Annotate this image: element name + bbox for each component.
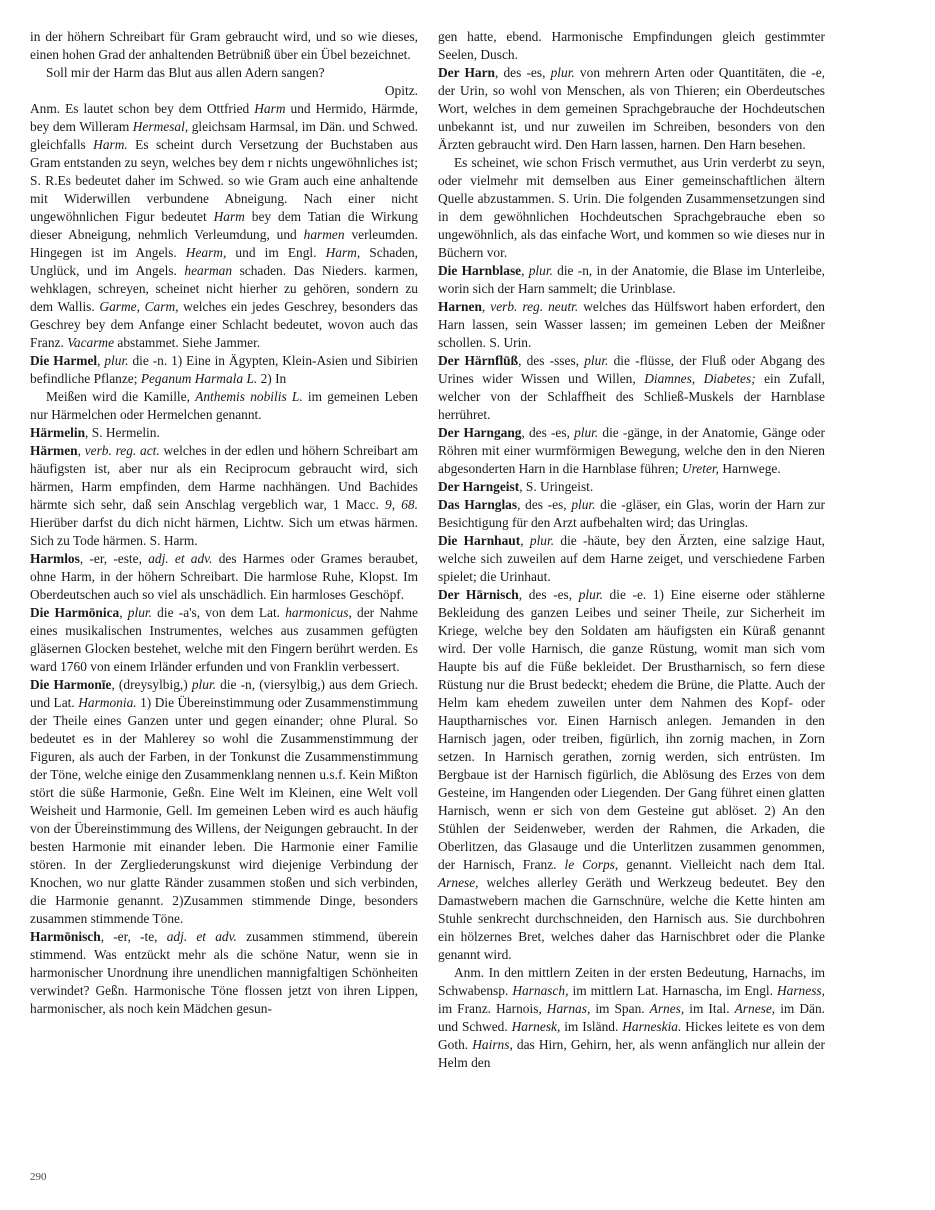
entry-text: ein Zufall, welcher von der Schlaffheit des Schließ-Muskels der Harnblase herrühret.: [438, 371, 825, 422]
entry-headword: Der Harn: [438, 65, 495, 80]
italic-text: Anthemis nobilis L.: [195, 389, 303, 404]
italic-text: verb. reg. neutr.: [490, 299, 579, 314]
entry-text: 2) In: [257, 371, 287, 386]
italic-text: le Corps,: [564, 857, 619, 872]
italic-text: hearman: [184, 263, 233, 278]
entry-text: genannt. Vielleicht nach dem Ital.: [618, 857, 826, 872]
dictionary-entry: [438, 964, 825, 1072]
entry-text: im gemeinen Leben nur Härmelchen oder Hermelchen genannt.: [30, 389, 418, 422]
entry-text: des Harmes oder Grames beraubet, ohne Harm, in der höhern Schreibart. Die harmlose Ruhe, Klopst. Im Oberdeutschen auch so viel als unschädlich. Ein harmloses Geschöpf.: [30, 551, 418, 602]
italic-text: Harm: [254, 101, 286, 116]
entry-text: , des -es,: [521, 425, 575, 440]
entry-text: Schaden, Unglück, und im Angels.: [30, 245, 418, 278]
entry-text: welches allerley Geräth und Werkzeug bedeutet. Bey den Damastwebern machen die Garnschnüre, welche die Kette hinten am Stuhle senkrecht durchschneiden, den Harnisch aus. Sie durchbohren ein hölzernes Bret, welches daher das Harnischbret oder die Planke genannt wird.: [438, 875, 825, 962]
italic-text: plur.: [578, 587, 603, 602]
entry-text: zusammen stimmend, überein stimmend. Was entzückt mehr als die schöne Natur, wenn sie in harmonischer Unordnung ihre unendlichen mannigfaltigen Schönheiten verwindet? Geßn. Harmonische Töne flossen jetzt von ihren Lippen, harmonischer, als noch kein Mädchen gesun-: [30, 929, 418, 1016]
dictionary-entry: [438, 154, 825, 262]
entry-text: ,: [481, 299, 491, 314]
italic-text: Arnese,: [438, 875, 479, 890]
entry-text: , des -es,: [494, 65, 551, 80]
italic-text: Hairns,: [472, 1037, 513, 1052]
entry-text: 1) Die Übereinstimmung oder Zusammenstimmung der Theile eines Ganzen unter und gegen einander; ohne Plural. So bedeutet es in der Mahlerey so wohl die Zusammenstimmung der Figuren, als auch der Farben, in der Tonkunst die Zusammenstimmung der Töne, welche einige den Zusammenklang nennen u.s.f. Kein Mißton stört die süße Harmonie, Geßn. Eine Welt im Kleinen, eine Welt voll Weisheit und Harmonie, Gell. Im gemeinen Leben wird es auch häufig von der Übereinstimmung des Willens, der Neigungen gebraucht. In der besten Harmonie mit einander leben. Die Harmonie einer Familie stören. In der Zergliederungskunst wird diejenige Verbindung der Knochen, wo nur glatte Ränder zusammen stoßen und sich verbinden, die Harmonie genannt. 2)Zusammen stimmende Dinge, besonders zusammen stimmende Töne.: [30, 695, 418, 926]
italic-text: Hermesal,: [132, 119, 189, 134]
entry-text: Soll mir der Harm das Blut aus allen Adern sangen?: [46, 65, 325, 80]
italic-text: plur.: [584, 353, 609, 368]
entry-text: im Isländ.: [560, 1019, 623, 1034]
right-column: [438, 28, 825, 1072]
italic-text: Arnese,: [734, 1001, 776, 1016]
entry-text: Anm. Es lautet schon bey dem Ottfried: [30, 101, 255, 116]
italic-text: adj. et adv.: [166, 929, 237, 944]
entry-text: die -flüsse, der Fluß oder Abgang des Urines wider Wissen und Willen,: [438, 353, 826, 386]
entry-text: im Dän. und Schwed.: [438, 1001, 826, 1034]
entry-headword: Der Hārnisch: [438, 587, 519, 602]
entry-text: , (dreysylbig,): [111, 677, 192, 692]
italic-text: Harm,: [325, 245, 361, 260]
entry-text: Meißen wird die Kamille,: [46, 389, 196, 404]
dictionary-entry: [438, 352, 825, 424]
entry-text: welches in der edlen und höhern Schreibart am häufigsten ist, aber nur als ein Reciprocum gebraucht wird, sich härmen, Harm empfinden, dem Harme nachhängen. Und Bachides härmte sich sehr, daß sein Anschlag vergeblich war, 1 Macc.: [30, 443, 418, 512]
entry-text: Es scheint durch Versetzung der Buchstaben aus Gram entstanden zu seyn, welches bey dem r nichts ungewöhnliches ist; S. R.Es bedeutet daher im Schwed. so wie Gram auch eine anhaltende mit Widerwillen verbundene Abneigung. Nach einer nicht ungewöhnlichen Figur bedeutet: [30, 137, 418, 224]
entry-headword: Härmelin: [30, 425, 86, 440]
dictionary-entry: [30, 550, 418, 604]
entry-text: ,: [77, 443, 85, 458]
page-number: 290: [30, 1171, 47, 1183]
entry-text: ,: [521, 263, 529, 278]
italic-text: Harneskia.: [622, 1019, 682, 1034]
dictionary-entry: [438, 586, 825, 964]
italic-text: harmen: [303, 227, 345, 242]
italic-text: plur.: [574, 425, 599, 440]
entry-text: , -er, -te,: [100, 929, 167, 944]
entry-text: und Hermido, Härmde, bey dem Willeram: [30, 101, 418, 134]
dictionary-entry: [30, 82, 418, 100]
entry-text: das Hirn, Gehirn, her, als wenn anfänglich nur allein der Helm den: [438, 1037, 825, 1070]
entry-text: , des -es,: [517, 497, 572, 512]
italic-text: Ureter,: [681, 461, 719, 476]
entry-text: die -n, (viersylbig,) aus dem Griech. und Lat.: [30, 677, 419, 710]
italic-text: Diamnes, Diabetes;: [644, 371, 756, 386]
entry-text: die -häute, bey den Ärzten, eine salzige Haut, welche sich zuweilen auf dem Harne zeiget, und verschiedene Farben spielet; die Urinhaut.: [438, 533, 826, 584]
entry-headword: Der Harngang: [438, 425, 522, 440]
entry-text: welches das Hülfswort haben erfordert, den Harn lassen, sein Wasser lassen; im gemeinen Leben der Meißner schollen. S. Urin.: [438, 299, 825, 350]
entry-text: im Franz. Harnois,: [438, 1001, 547, 1016]
entry-text: im Ital.: [684, 1001, 735, 1016]
dictionary-entry: [438, 262, 825, 298]
dictionary-entry: [438, 64, 825, 154]
dictionary-entry: [438, 298, 825, 352]
entry-text: ,: [119, 605, 128, 620]
entry-headword: Harmlos: [30, 551, 80, 566]
dictionary-entry: [30, 100, 418, 352]
entry-text: gleichsam Harmsal, im Dän. und Schwed. gleichfalls: [30, 119, 418, 152]
entry-headword: Die Harmōnica: [30, 605, 120, 620]
entry-headword: Harnen: [438, 299, 482, 314]
entry-text: von mehrern Arten oder Quantitäten, die -e, der Urin, so wohl von Menschen, als von Thieren; ein Oberdeutsches Wort, welches in dem gemeinen Sprachgebrauche der Hochdeutschen unbekannt ist, und nur zuweilen im Schreiben, besonders von den Ärzten gebraucht wird. Den Harn lassen, harnen. Den Harn besehen.: [438, 65, 825, 152]
entry-headword: Das Harnglas: [438, 497, 518, 512]
entry-text: schaden. Das Nieders. karmen, wehklagen, schreyen, scheinet nicht hierher zu gehören, sondern zu dem Wallis.: [30, 263, 419, 314]
italic-text: Harnasch,: [512, 983, 569, 998]
entry-headword: Härmen: [30, 443, 78, 458]
dictionary-entry: [30, 388, 418, 424]
dictionary-entry: [438, 478, 825, 496]
italic-text: 9, 68.: [385, 497, 418, 512]
entry-text: bey dem Tatian die Wirkung dieser Abneigung, nehmlich Verleumdung, und: [30, 209, 418, 242]
entry-text: die -n. 1) Eine in Ägypten, Klein-Asien und Sibirien befindliche Pflanze;: [30, 353, 418, 386]
entry-headword: Der Härnflūß: [438, 353, 519, 368]
italic-text: Harm.: [93, 137, 128, 152]
entry-text: , des -es,: [518, 587, 579, 602]
italic-text: plur.: [529, 533, 555, 548]
entry-text: die -e. 1) Eine eiserne oder stählerne Bekleidung des ganzen Leibes und seiner Theile, zur Sicherheit im Kriege, welche bey den Soldaten am häufigsten ein Küraß genannt wird. Der volle Harnisch, die ganze Rüstung, womit man sich vom Haupte bis auf die Füße bekleidet. Der Brustharnisch, so fern diese Rüstung nur die Brust bedeckt; ehedem die Brüne, die Platte. Auch der Helm kam ehedem zuweilen unter dem Nahmen des Kopf- oder Hauptharnisches vor. Einen Harnisch anlegen. Jemanden in den Harnisch jagen, oder treiben, figürlich, ihn zornig machen, in Zorn setzen. In Harnisch gerathen, zornig werden, sich entrüsten. Im Bergbaue ist der Harnisch figürlich, die Ablösung des Erzes von dem Gesteine, im Hangenden oder Liegenden. Der Gang führet einen glatten Harnisch, wenn er sich von dem Gesteine gut ablöset. 2) An den Stühlen der Seidenweber, werden der Rahmen, die Arkaden, die Oberlitzen, das Glasauge und die Unterlitzen zusammen genommen, der Harnisch, Franz.: [438, 587, 825, 872]
dictionary-entry: [438, 496, 825, 532]
italic-text: Peganum Harmala L.: [140, 371, 258, 386]
dictionary-entry: [30, 28, 418, 64]
entry-text: im Span.: [590, 1001, 650, 1016]
entry-headword: Harmōnisch: [30, 929, 101, 944]
italic-text: adj. et adv.: [148, 551, 213, 566]
italic-text: plur.: [571, 497, 596, 512]
italic-text: harmonicus,: [285, 605, 352, 620]
entry-text: Anm. In den mittlern Zeiten in der ersten Bedeutung, Harnachs, im Schwabensp.: [438, 965, 825, 998]
italic-text: plur.: [104, 353, 129, 368]
entry-text: in der höhern Schreibart für Gram gebraucht wird, und so wie dieses, einen hohen Grad der anhaltenden Betrübniß über ein Übel bezeichnet.: [30, 29, 418, 62]
entry-text: Hickes leitete es von dem Goth.: [438, 1019, 825, 1052]
italic-text: Harnesk,: [511, 1019, 561, 1034]
entry-headword: Die Harnblase: [438, 263, 522, 278]
italic-text: Harmonia.: [78, 695, 137, 710]
entry-text: welches ein jedes Geschrey, besonders das Geschrey bey dem Anfange einer Schlacht bedeutet, wovon auch das Franz.: [30, 299, 418, 350]
dictionary-entry: [30, 442, 418, 550]
entry-text: verleumden. Hingegen ist im Angels.: [30, 227, 418, 260]
entry-headword: Der Harngeist: [438, 479, 520, 494]
entry-text: die -gänge, in der Anatomie, Gänge oder Röhren mit einer wurmförmigen Bewegung, welche den in den Nieren abgesonderten Harn in die Harnblase führen;: [438, 425, 825, 476]
entry-text: , -er, -este,: [79, 551, 149, 566]
left-column: [30, 28, 418, 1018]
entry-text: , des -sses,: [518, 353, 585, 368]
entry-text: ,: [520, 533, 530, 548]
italic-text: plur.: [191, 677, 217, 692]
entry-text: und im Engl.: [226, 245, 326, 260]
dictionary-entry: [30, 64, 418, 82]
entry-headword: Die Harmonīe: [30, 677, 112, 692]
dictionary-entry: [30, 676, 418, 928]
entry-text: die -n, in der Anatomie, die Blase im Unterleibe, worin sich der Harn sammelt; die Urinblase.: [438, 263, 825, 296]
entry-text: gen hatte, ebend. Harmonische Empfindungen gleich gestimmter Seelen, Dusch.: [438, 29, 825, 62]
entry-text: im mittlern Lat. Harnascha, im Engl.: [568, 983, 777, 998]
italic-text: plur.: [550, 65, 575, 80]
italic-text: plur.: [127, 605, 152, 620]
entry-text: Opitz.: [384, 83, 418, 98]
dictionary-entry: [30, 424, 418, 442]
italic-text: Arnes,: [649, 1001, 685, 1016]
entry-text: der Nahme eines musikalischen Instrumentes, welches aus zusammen gefügten gläsernen Glocken bestehet, welche mit den Fingern berührt werden. Es ward 1760 von einem Irländer erfunden und von Franklin verbessert.: [30, 605, 418, 674]
entry-headword: Die Harmel: [30, 353, 98, 368]
entry-text: , S. Hermelin.: [85, 425, 160, 440]
dictionary-entry: [438, 424, 825, 478]
entry-text: ,: [97, 353, 105, 368]
italic-text: Garme, Carm,: [99, 299, 179, 314]
dictionary-entry: [30, 604, 418, 676]
italic-text: Vacarme: [67, 335, 115, 350]
italic-text: Hearm,: [185, 245, 227, 260]
italic-text: Harnas,: [546, 1001, 591, 1016]
entry-text: Harnwege.: [719, 461, 781, 476]
dictionary-entry: [438, 28, 825, 64]
entry-text: Es scheinet, wie schon Frisch vermuthet, aus Urin verderbt zu seyn, oder vielmehr mit demselben aus Einer gemeinschaftlichen ältern Quelle abzustammen. S. Urin. Die folgenden Zusammensetzungen sind in dem gewöhnlichen Hochdeutschen Sprachgebrauche eben so ungewöhnlich, als das einfache Wort, und kommen so wie dieses nur in Büchern vor.: [438, 155, 825, 260]
italic-text: Harness,: [776, 983, 825, 998]
entry-headword: Die Harnhaut: [438, 533, 521, 548]
italic-text: plur.: [528, 263, 553, 278]
entry-text: die -a's, von dem Lat.: [151, 605, 286, 620]
dictionary-entry: [30, 352, 418, 388]
entry-text: die -gläser, ein Glas, worin der Harn zur Besichtigung für den Arzt aufbehalten wird; das Uringlas.: [438, 497, 826, 530]
entry-text: Hierüber darfst du dich nicht härmen, Lichtw. Sich um etwas härmen. Sich zu Tode härmen. S. Harm.: [30, 515, 418, 548]
dictionary-entry: [30, 928, 418, 1018]
dictionary-entry: [438, 532, 825, 586]
italic-text: verb. reg. act.: [84, 443, 160, 458]
italic-text: Harm: [213, 209, 245, 224]
entry-text: abstammet. Siehe Jammer.: [114, 335, 261, 350]
entry-text: , S. Uringeist.: [519, 479, 594, 494]
